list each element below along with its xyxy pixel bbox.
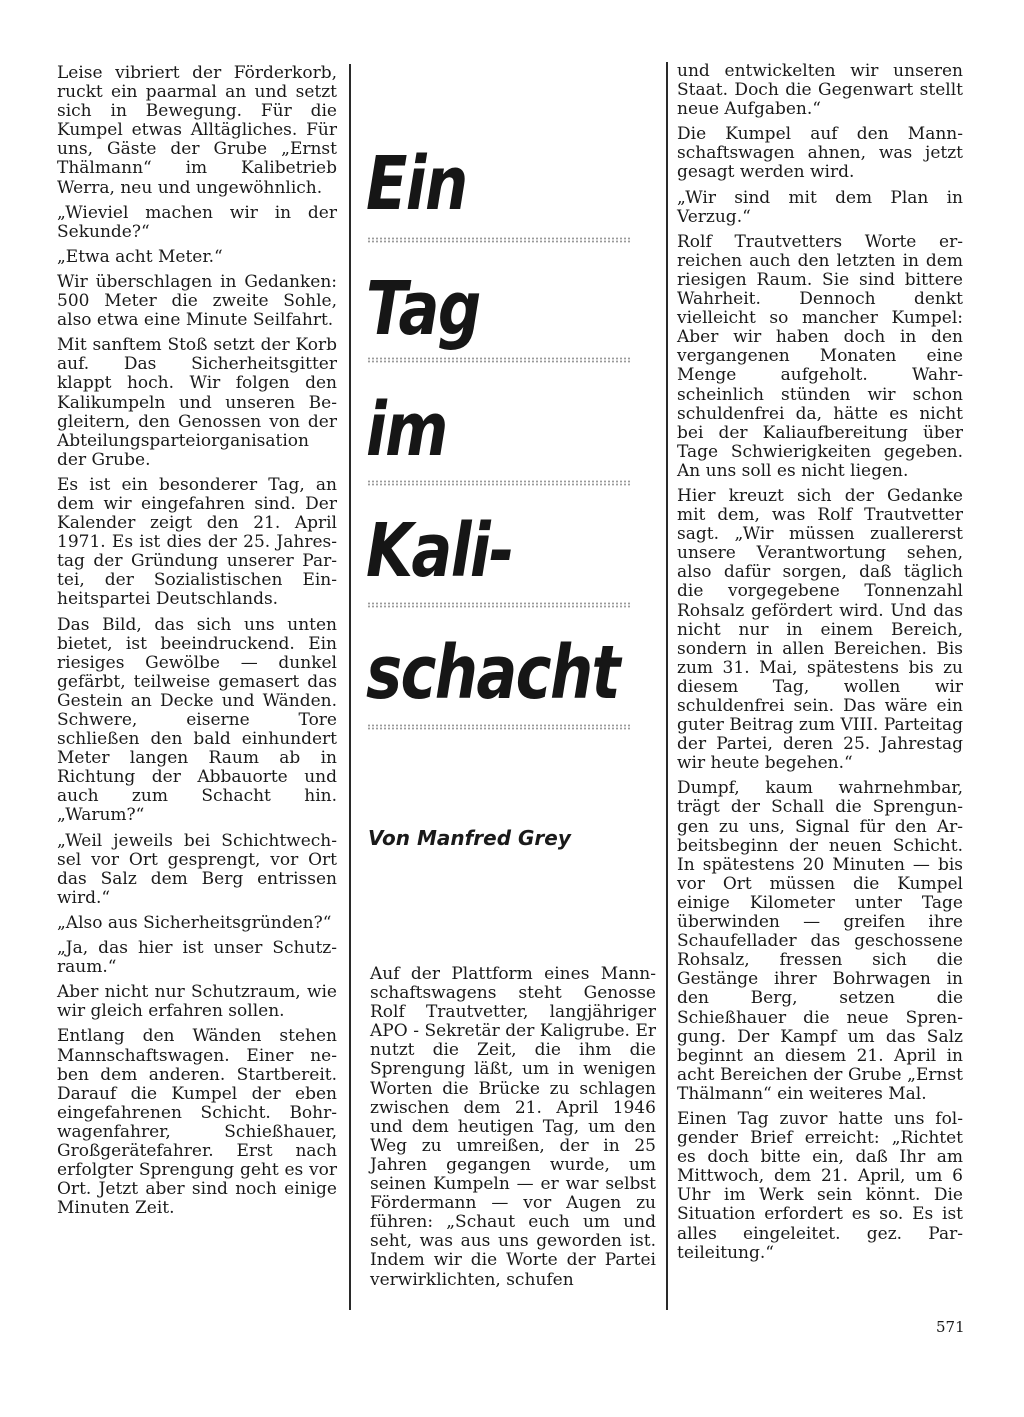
article-column-right xyxy=(677,62,963,1269)
page-number: 571 xyxy=(936,1318,965,1336)
article-column-left xyxy=(57,64,337,1224)
dotted-separator xyxy=(367,602,630,608)
paragraph: Entlang den Wänden stehen Mannschaftswagen. Einer neben dem anderen. Startbereit. Darauf die Kumpel der eben eingefahrenen Schicht. Bohrwagenfahrer, Schießhauer, Großgerätefahrer. Erst nach erfolgter Sprengung geht es vor Ort. Jetzt aber sind noch einige Minuten Zeit. xyxy=(57,1026,337,1219)
dotted-separator xyxy=(367,237,630,243)
paragraph: Dumpf, kaum wahrnehmbar, trägt der Schall die Sprengungen zu uns, Signal für den Arbeitsbeginn der neuen Schicht. In spätestens 20 Minuten — bis vor Ort müssen die Kumpel einige Kilometer unter Tage überwinden — greifen ihre Schaufellader das geschossene Rohsalz, fressen sich die Gestänge ihrer Bohrwagen in den Berg, setzen die Schießhauer die neue Sprengung. Der Kampf um das Salz beginnt an diesem 21. April in acht Bereichen der Grube „Ernst Thälmann“ ein weiteres Mal. xyxy=(677,778,963,1104)
paragraph: „Etwa acht Meter.“ xyxy=(57,246,223,267)
paragraph: Die Kumpel auf den Mannschaftswagen ahnen, was jetzt gesagt werden wird. xyxy=(677,124,963,183)
paragraph: Wir überschlagen in Gedanken: 500 Meter die zweite Sohle, also etwa eine Minute Seilfahrt. xyxy=(57,271,337,331)
column-divider xyxy=(349,64,351,1310)
paragraph: Das Bild, das sich uns unten bietet, ist beeindruckend. Ein riesiges Gewölbe — dunkel gefärbt, teilweise gemasert das Gestein an Decke und Wänden. Schwere, eiserne Tore schließen den bald einhundert Meter langen Raum ab in Richtung der Abbauorte und auch zum Schacht hin. „Warum?“ xyxy=(57,614,337,826)
headline-line: Tag xyxy=(366,266,480,352)
paragraph: Rolf Trautvetters Worte erreichen auch den letzten in dem riesigen Raum. Sie sind bittere Wahrheit. Dennoch denkt vielleicht so mancher Kumpel: Aber wir haben doch in den vergangenen Monaten eine Menge aufgeholt. Wahrscheinlich stünden wir schon schuldenfrei da, hätte es nicht bei der Kaliaufbereitung über Tage Schwierigkeiten gegeben. An uns soll es nicht liegen. xyxy=(677,231,963,481)
paragraph: Auf der Plattform eines Mannschaftswagens steht Genosse Rolf Trautvetter, langjähriger APO - Sekretär der Kaligrube. Er nutzt die Zeit, die ihm die Sprengung läßt, um in wenigen Worten die Brücke zu schlagen zwischen dem 21. April 1946 und dem heutigen Tag, um den Weg zu umreißen, der in 25 Jahren gegangen wurde, um seinen Kumpeln — er war selbst Fördermann — vor Augen zu führen: „Schaut euch um und seht, was aus uns geworden ist. Indem wir die Worte der Partei verwirklichten, schufen xyxy=(370,964,656,1290)
headline-line: Kali- xyxy=(366,508,513,594)
author-byline: Von Manfred Grey xyxy=(368,826,571,850)
headline-line: im xyxy=(366,387,447,473)
dotted-separator xyxy=(367,480,630,486)
dotted-separator xyxy=(367,724,630,730)
paragraph: „Ja, das hier ist unser Schutzraum.“ xyxy=(57,938,337,978)
headline-line: schacht xyxy=(366,630,619,716)
article-column-middle xyxy=(370,965,656,1296)
paragraph: Mit sanftem Stoß setzt der Korb auf. Das Sicherheitsgitter klappt hoch. Wir folgen den Kalikumpeln und unseren Begleitern, den Genossen von der Abteilungsparteiorganisation der Grube. xyxy=(57,335,337,470)
paragraph: „Also aus Sicherheitsgründen?“ xyxy=(57,912,332,933)
paragraph: Es ist ein besonderer Tag, an dem wir eingefahren sind. Der Kalender zeigt den 21. April 1971. Es ist dies der 25. Jahrestag der Gründung unserer Partei, der Sozialistischen Einheitspartei Deutschlands. xyxy=(57,474,337,610)
column-divider xyxy=(666,62,668,1310)
paragraph: Einen Tag zuvor hatte uns folgender Brief erreicht: „Richtet es doch bitte ein, daß Ihr am Mittwoch, dem 21. April, um 6 Uhr im Werk sein könnt. Die Situation erfordert es so. Es ist alles eingeleitet. gez. Parteileitung.“ xyxy=(677,1108,963,1263)
paragraph: Hier kreuzt sich der Gedanke mit dem, was Rolf Trautvetter sagt. „Wir müssen zuallererst unsere Verantwortung sehen, also dafür sorgen, daß täglich die vorgegebene Tonnenzahl Rohsalz gefördert wird. Und das nicht nur in einem Bereich, sondern in allen Bereichen. Bis zum 31. Mai, spätestens bis zu diesem Tag, wollen wir schuldenfrei sein. Das wäre ein guter Beitrag zum VIII. Parteitag der Partei, deren 25. Jahrestag wir heute begehen.“ xyxy=(677,485,963,774)
dotted-separator xyxy=(367,357,630,363)
paragraph: „Wir sind mit dem Plan in Verzug.“ xyxy=(677,187,963,227)
paragraph: „Wieviel machen wir in der Sekunde?“ xyxy=(57,202,337,242)
paragraph: und entwickelten wir unseren Staat. Doch die Gegenwart stellt neue Aufgaben.“ xyxy=(677,61,963,120)
paragraph: „Weil jeweils bei Schichtwechsel vor Ort gesprengt, vor Ort das Salz dem Berg entrissen wird.“ xyxy=(57,830,337,908)
paragraph: Leise vibriert der Förderkorb, ruckt ein paarmal an und setzt sich in Bewegung. Für die Kumpel etwas Alltägliches. Für uns, Gäste der Grube „Ernst Thälmann“ im Kalibetrieb Werra, neu und ungewöhnlich. xyxy=(57,63,337,198)
headline-line: Ein xyxy=(366,141,467,227)
paragraph: Aber nicht nur Schutzraum, wie wir gleich erfahren sollen. xyxy=(57,982,337,1022)
